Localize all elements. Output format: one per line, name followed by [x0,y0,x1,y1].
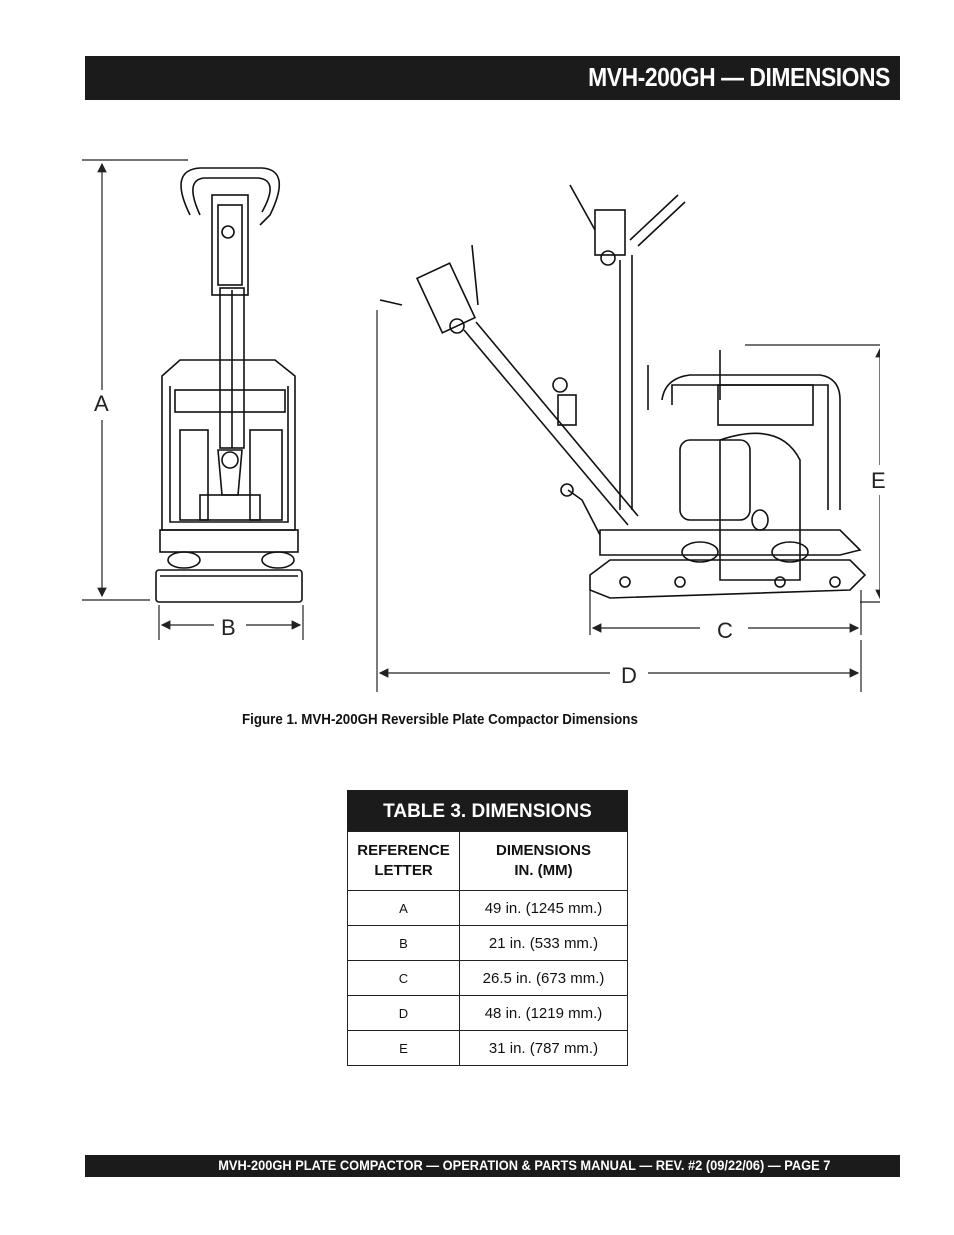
side-view-drawing [380,185,865,598]
row-dimension: 31 in. (787 mm.) [460,1031,628,1066]
row-reference: D [348,996,460,1031]
table-row [348,996,628,1031]
compactor-line-drawing [80,150,880,695]
page-header-bar [85,56,900,100]
front-view-drawing [156,168,302,602]
header-ref-line1: REFERENCE [357,842,450,859]
table-row [348,891,628,926]
header-dim-line1: DIMENSIONS [495,842,591,859]
row-dimension: 21 in. (533 mm.) [460,926,628,961]
dimension-label-e: E [871,468,886,493]
dimension-label-c: C [717,618,733,643]
figure-caption: Figure 1. MVH-200GH Reversible Plate Compactor Dimensions [242,712,638,728]
table-title: TABLE 3. DIMENSIONS [347,790,628,831]
table-row [348,961,628,996]
dimension-label-b: B [221,615,236,640]
table-row [348,1031,628,1066]
row-reference: C [348,961,460,996]
row-reference: B [348,926,460,961]
header-dimensions [460,832,628,891]
row-reference: E [348,1031,460,1066]
dimension-label-d: D [621,663,637,688]
dimension-label-a: A [94,391,109,416]
dimensions-table [347,790,628,1066]
row-dimension: 49 in. (1245 mm.) [460,891,628,926]
header-reference-letter [348,832,460,891]
page-title: MVH-200GH — DIMENSIONS [588,62,890,92]
table-header-row [348,832,628,891]
header-dim-line2: IN. (MM) [514,862,573,879]
footer-text: MVH-200GH PLATE COMPACTOR — OPERATION & PARTS MANUAL — REV. #2 (09/22/06) — PAGE 7 [217,1158,830,1173]
compactor-dimension-figure [80,150,886,695]
row-reference: A [348,891,460,926]
row-dimension: 48 in. (1219 mm.) [460,996,628,1031]
row-dimension: 26.5 in. (673 mm.) [460,961,628,996]
dimensions-table-grid [347,831,628,1066]
table-row [348,926,628,961]
header-ref-line2: LETTER [374,862,433,879]
page-footer-bar [85,1155,900,1177]
